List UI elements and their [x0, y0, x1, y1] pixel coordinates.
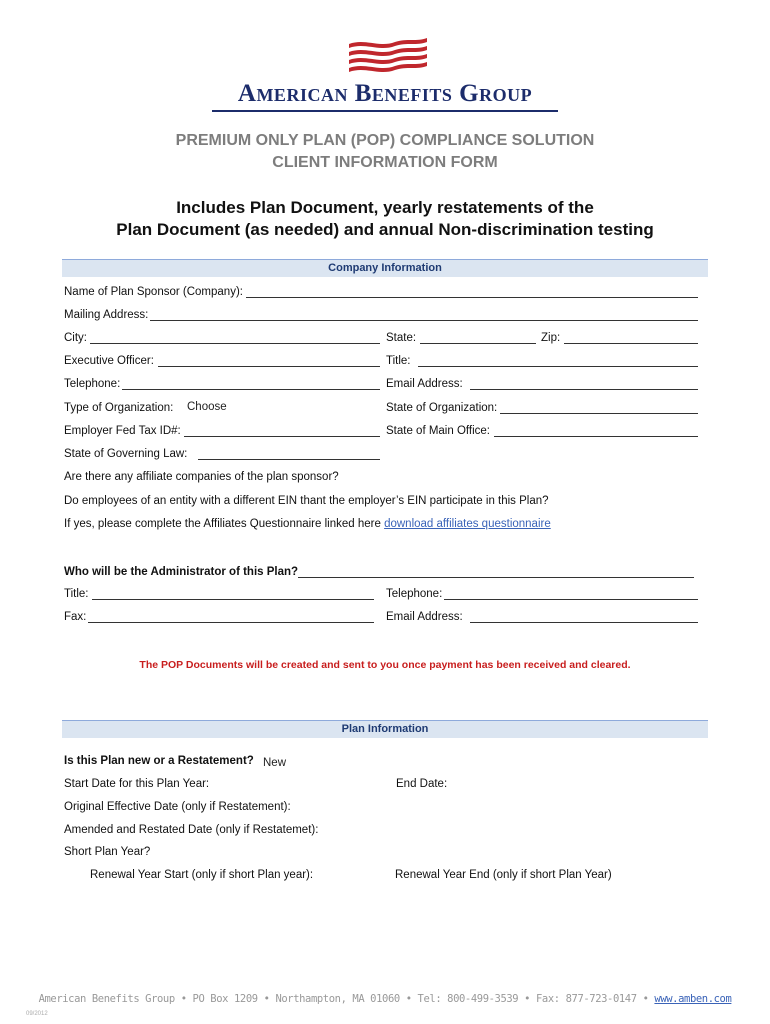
- footer-website-link[interactable]: www.amben.com: [654, 993, 732, 1005]
- company-logo: [210, 36, 560, 112]
- organization-type-select[interactable]: Choose: [187, 401, 227, 413]
- end-date-label: End Date:: [396, 778, 448, 790]
- original-effective-date-label: Original Effective Date (only if Restatement):: [64, 801, 291, 813]
- state-of-organization-label: State of Organization:: [386, 402, 498, 414]
- amended-restated-date-label: Amended and Restated Date (only if Restatemet):: [64, 824, 319, 836]
- organization-type-label: Type of Organization:: [64, 402, 174, 414]
- form-title-line-1: PREMIUM ONLY PLAN (POP) COMPLIANCE SOLUTION: [175, 132, 595, 149]
- state-of-main-office-label: State of Main Office:: [386, 425, 490, 437]
- tax-id-label: Employer Fed Tax ID#:: [64, 425, 181, 437]
- email-label: Email Address:: [386, 378, 463, 390]
- affiliates-question: Are there any affiliate companies of the plan sponsor?: [64, 471, 339, 483]
- email-field[interactable]: [470, 389, 698, 390]
- sponsor-label: Name of Plan Sponsor (Company):: [64, 286, 243, 298]
- ein-question: Do employees of an entity with a different EIN thant the employer’s EIN participate in this Plan?: [64, 495, 549, 507]
- affiliates-questionnaire-link[interactable]: download affiliates questionnaire: [384, 518, 551, 530]
- administrator-question: Who will be the Administrator of this Plan?: [64, 566, 299, 578]
- plan-new-select[interactable]: New: [263, 757, 287, 769]
- sponsor-field[interactable]: [246, 297, 698, 298]
- title-field[interactable]: [418, 366, 698, 367]
- affiliates-instruction: [64, 518, 551, 530]
- state-label: State:: [386, 332, 417, 344]
- title-label: Title:: [386, 355, 411, 367]
- admin-email-label: Email Address:: [386, 611, 463, 623]
- affiliates-instruction-text: If yes, please complete the Affiliates Questionnaire linked here: [64, 518, 381, 530]
- logo-text: American Benefits Group: [237, 80, 533, 107]
- logo-rule: [212, 110, 558, 112]
- form-title-line-2: CLIENT INFORMATION FORM: [272, 154, 498, 171]
- city-field[interactable]: [90, 343, 380, 344]
- renewal-year-end-label: Renewal Year End (only if short Plan Year): [395, 869, 612, 881]
- flag-icon: [345, 36, 431, 80]
- executive-officer-label: Executive Officer:: [64, 355, 154, 367]
- renewal-year-start-label: Renewal Year Start (only if short Plan year):: [90, 869, 314, 881]
- admin-fax-field[interactable]: [88, 622, 374, 623]
- company-information-heading: Company Information: [328, 262, 442, 274]
- admin-title-field[interactable]: [92, 599, 374, 600]
- revision-stamp: 09/2012: [26, 1011, 48, 1017]
- admin-telephone-label: Telephone:: [386, 588, 443, 600]
- footer-contact: American Benefits Group • PO Box 1209 • Northampton, MA 01060 • Tel: 800-499-3539 • Fax: 877-723-0147 •: [38, 993, 649, 1005]
- governing-law-label: State of Governing Law:: [64, 448, 188, 460]
- footer: [0, 993, 770, 1005]
- plan-new-question: Is this Plan new or a Restatement?: [64, 755, 254, 767]
- mailing-address-label: Mailing Address:: [64, 309, 149, 321]
- admin-fax-label: Fax:: [64, 611, 87, 623]
- company-information-band: [62, 259, 708, 277]
- admin-email-field[interactable]: [470, 622, 698, 623]
- form-subtitle-line-1: Includes Plan Document, yearly restatements of the: [176, 198, 594, 217]
- tax-id-field[interactable]: [184, 436, 380, 437]
- governing-law-field[interactable]: [198, 459, 380, 460]
- state-of-organization-field[interactable]: [500, 413, 698, 414]
- state-of-main-office-field[interactable]: [494, 436, 698, 437]
- admin-telephone-field[interactable]: [444, 599, 698, 600]
- executive-officer-field[interactable]: [158, 366, 380, 367]
- telephone-field[interactable]: [122, 389, 380, 390]
- telephone-label: Telephone:: [64, 378, 121, 390]
- admin-title-label: Title:: [64, 588, 89, 600]
- short-plan-year-label: Short Plan Year?: [64, 846, 151, 858]
- plan-information-heading: Plan Information: [341, 723, 429, 735]
- form-subtitle-line-2: Plan Document (as needed) and annual Non-discrimination testing: [116, 220, 654, 239]
- administrator-field[interactable]: [298, 577, 694, 578]
- zip-label: Zip:: [541, 332, 561, 344]
- city-label: City:: [64, 332, 87, 344]
- state-field[interactable]: [420, 343, 536, 344]
- mailing-address-field[interactable]: [150, 320, 698, 321]
- zip-field[interactable]: [564, 343, 698, 344]
- start-date-label: Start Date for this Plan Year:: [64, 778, 210, 790]
- plan-information-band: [62, 720, 708, 738]
- payment-notice: The POP Documents will be created and sent to you once payment has been received and cleared.: [139, 659, 631, 671]
